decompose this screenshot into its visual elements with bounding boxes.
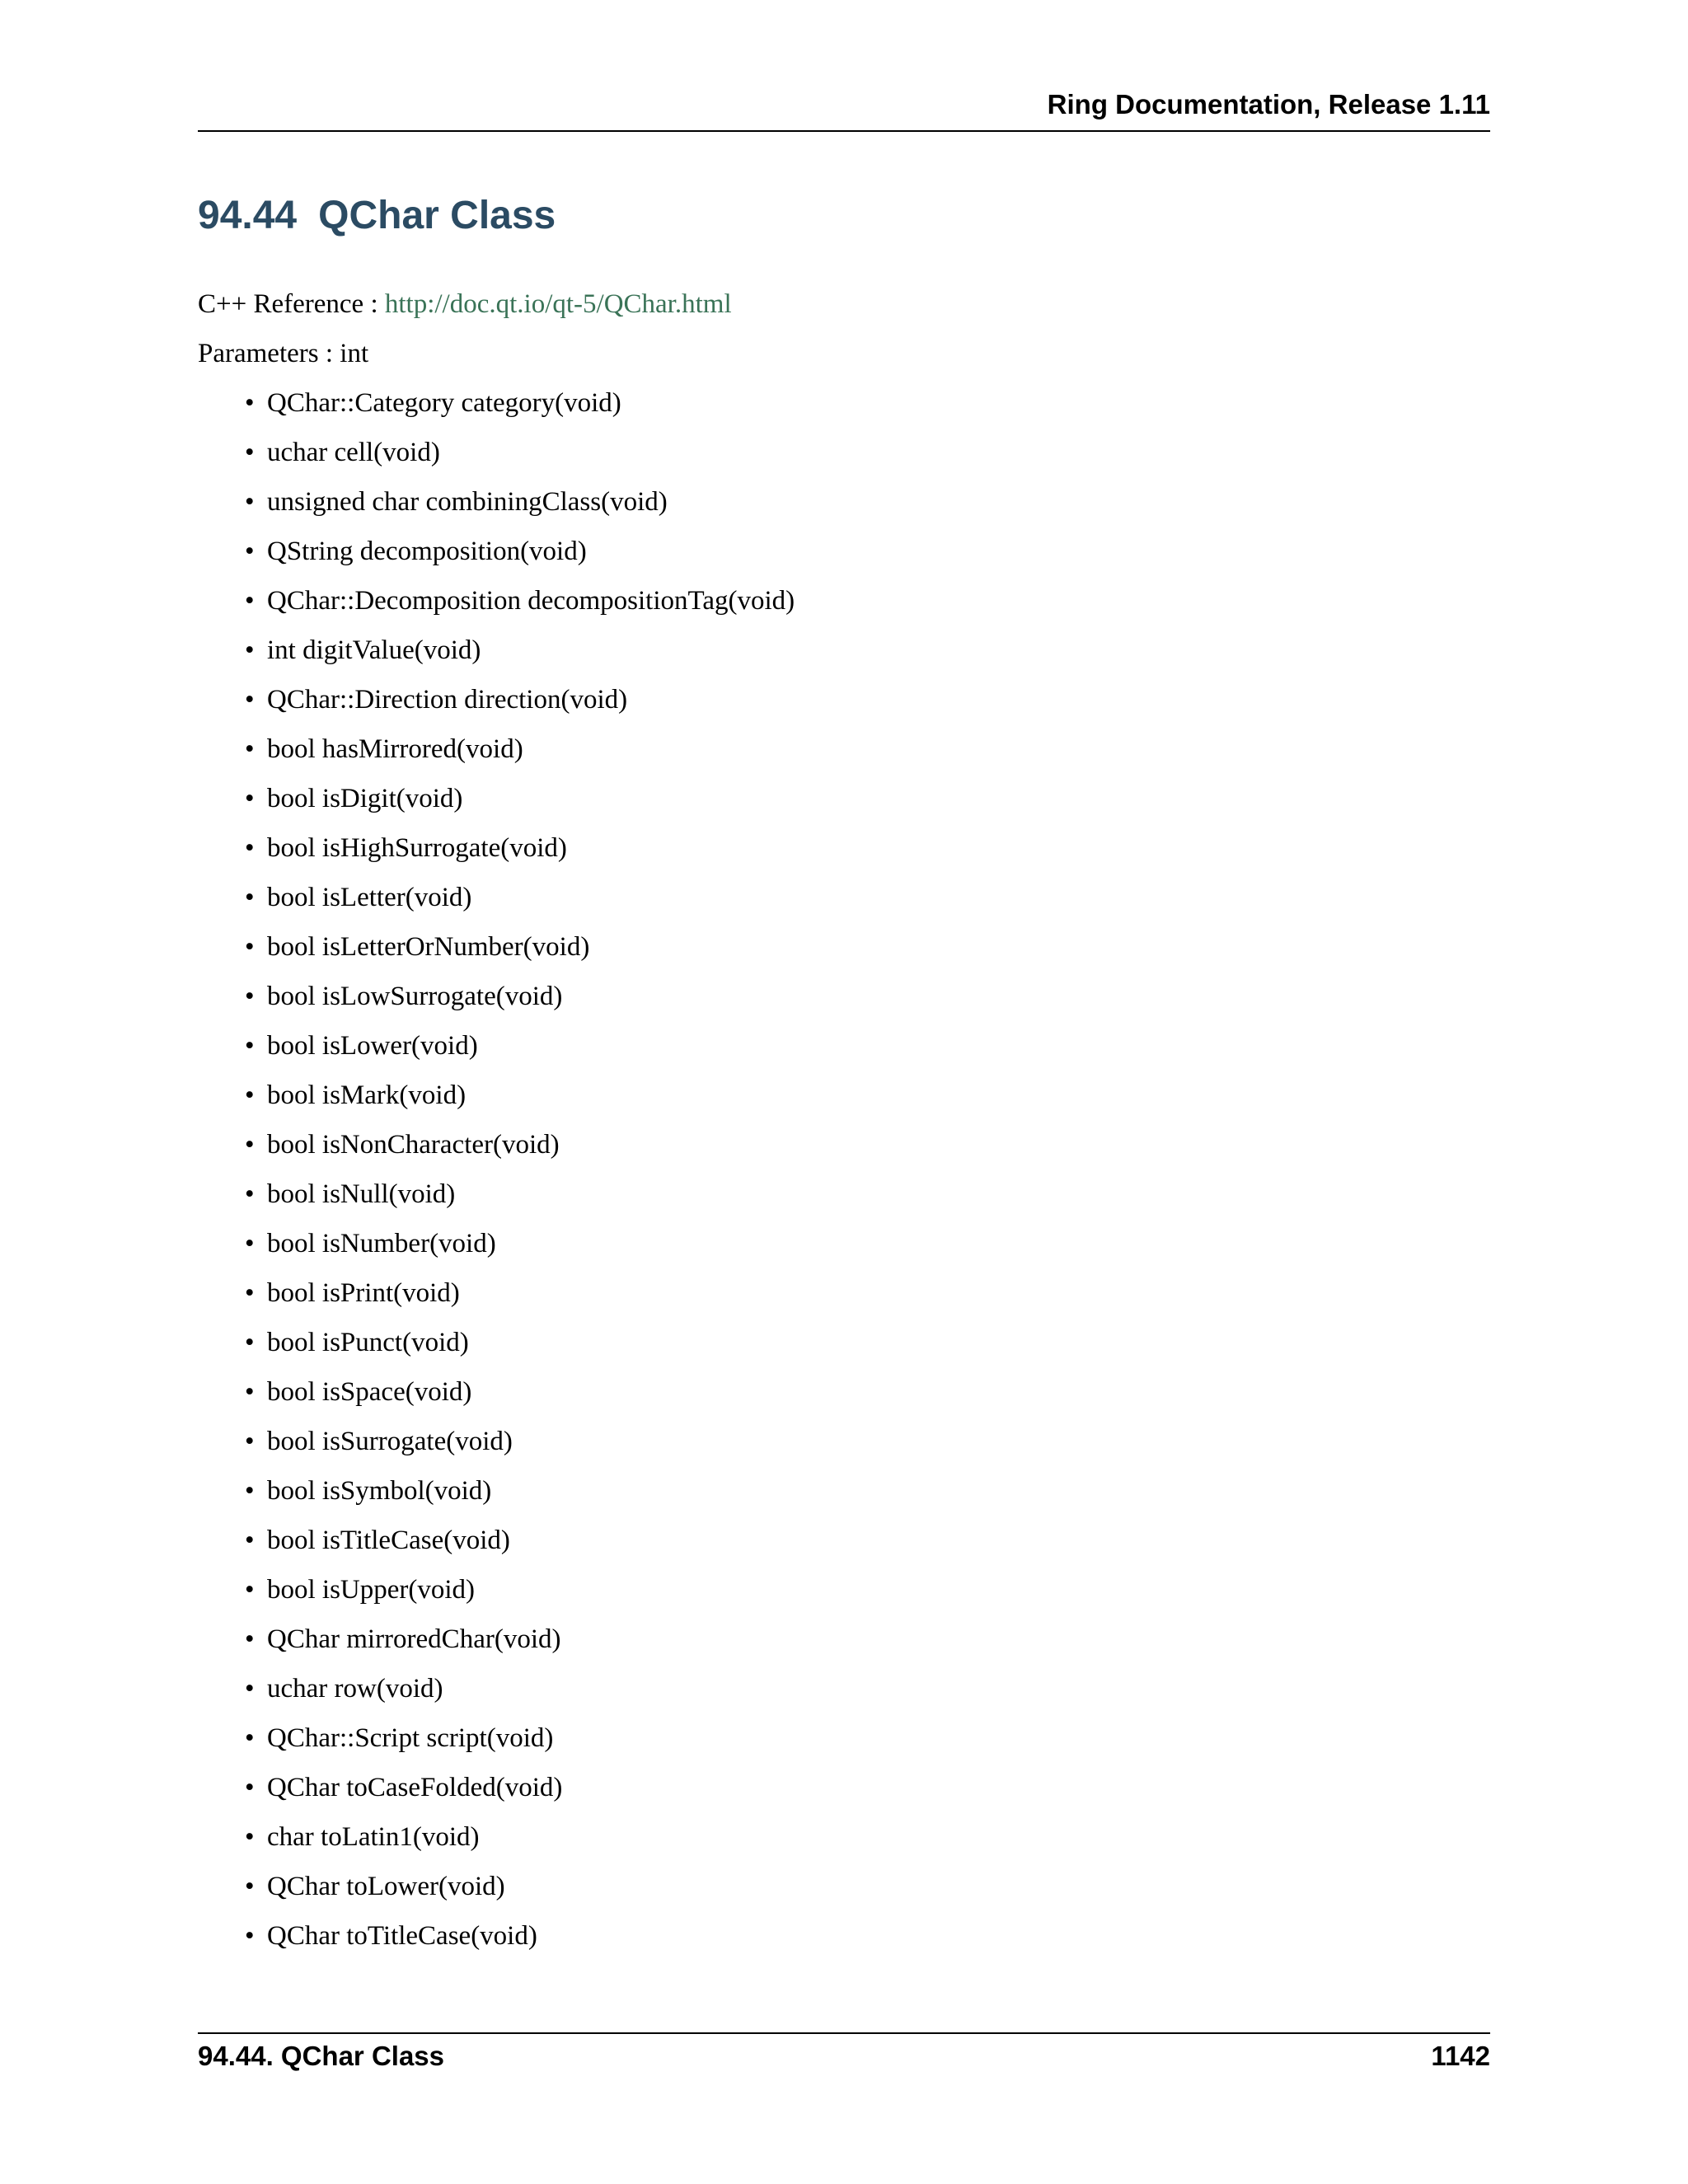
method-signature: bool isHighSurrogate(void) (267, 833, 567, 863)
method-signature: int digitValue(void) (267, 635, 481, 665)
list-item (198, 733, 795, 782)
bullet-icon: • (245, 1822, 255, 1852)
bullet-icon: • (245, 1328, 255, 1357)
method-signature: QString decomposition(void) (267, 537, 587, 566)
method-signature: uchar cell(void) (267, 438, 440, 467)
bullet-icon: • (245, 932, 255, 962)
bullet-icon: • (245, 586, 255, 616)
list-item (198, 1425, 795, 1474)
list-item (198, 1326, 795, 1376)
list-item (198, 634, 795, 683)
bullet-icon: • (245, 537, 255, 566)
list-item (198, 485, 795, 535)
list-item (198, 1474, 795, 1524)
bullet-icon: • (245, 1723, 255, 1753)
list-item (198, 1821, 795, 1870)
bullet-icon: • (245, 982, 255, 1011)
list-item (198, 930, 795, 980)
method-signature: bool isDigit(void) (267, 784, 463, 813)
parameters-label: Parameters : (198, 339, 340, 368)
section-number: 94.44 (198, 194, 298, 237)
list-item (198, 782, 795, 832)
bullet-icon: • (245, 685, 255, 715)
method-signature: bool isLetterOrNumber(void) (267, 932, 590, 962)
bullet-icon: • (245, 635, 255, 665)
list-item (198, 1524, 795, 1573)
list-item (198, 387, 795, 436)
parameters-line (198, 338, 368, 371)
list-item (198, 1029, 795, 1079)
method-signature: QChar toTitleCase(void) (267, 1921, 537, 1951)
bullet-icon: • (245, 1377, 255, 1407)
section-title: QChar Class (318, 194, 556, 237)
list-item (198, 1178, 795, 1227)
list-item (198, 1870, 795, 1919)
bullet-icon: • (245, 388, 255, 418)
list-item (198, 1079, 795, 1128)
method-signature: bool isSpace(void) (267, 1377, 472, 1407)
page-footer (198, 2032, 1490, 2082)
bullet-icon: • (245, 1624, 255, 1654)
list-item (198, 683, 795, 733)
bullet-icon: • (245, 784, 255, 813)
method-signature: bool isNonCharacter(void) (267, 1130, 560, 1160)
bullet-icon: • (245, 833, 255, 863)
method-signature: QChar::Direction direction(void) (267, 685, 628, 715)
method-signature: bool isUpper(void) (267, 1575, 476, 1605)
bullet-icon: • (245, 1278, 255, 1308)
bullet-icon: • (245, 1179, 255, 1209)
method-signature: QChar mirroredChar(void) (267, 1624, 561, 1654)
method-signature: bool isPunct(void) (267, 1328, 469, 1357)
parameters-value: int (340, 339, 369, 368)
method-signature: bool isSymbol(void) (267, 1476, 492, 1506)
running-title: Ring Documentation, Release 1.11 (1047, 89, 1490, 120)
bullet-icon: • (245, 734, 255, 764)
bullet-icon: • (245, 1427, 255, 1456)
method-signature: bool isNumber(void) (267, 1229, 496, 1258)
list-item (198, 1771, 795, 1821)
method-signature: bool isSurrogate(void) (267, 1427, 513, 1456)
list-item (198, 1722, 795, 1771)
bullet-icon: • (245, 487, 255, 517)
bullet-icon: • (245, 883, 255, 912)
page-header (198, 91, 1490, 132)
page-number: 1142 (1431, 2041, 1490, 2071)
method-signature: QChar toCaseFolded(void) (267, 1773, 563, 1802)
method-signature: bool isMark(void) (267, 1080, 467, 1110)
reference-link[interactable]: http://doc.qt.io/qt-5/QChar.html (384, 289, 732, 319)
list-item (198, 1128, 795, 1178)
section-heading (198, 194, 556, 238)
bullet-icon: • (245, 1773, 255, 1802)
method-signature: bool isPrint(void) (267, 1278, 460, 1308)
bullet-icon: • (245, 1130, 255, 1160)
list-item (198, 584, 795, 634)
list-item (198, 535, 795, 584)
list-item (198, 1573, 795, 1623)
method-signature: unsigned char combiningClass(void) (267, 487, 668, 517)
method-signature: bool isNull(void) (267, 1179, 456, 1209)
list-item (198, 436, 795, 485)
method-signature: bool isTitleCase(void) (267, 1526, 510, 1555)
list-item (198, 1672, 795, 1722)
footer-section-label: 94.44. QChar Class (198, 2041, 444, 2071)
method-list (198, 387, 795, 1969)
list-item (198, 1277, 795, 1326)
bullet-icon: • (245, 1476, 255, 1506)
list-item (198, 1376, 795, 1425)
reference-label: C++ Reference : (198, 289, 385, 319)
list-item (198, 980, 795, 1029)
list-item (198, 1623, 795, 1672)
list-item (198, 1227, 795, 1277)
method-signature: bool isLetter(void) (267, 883, 472, 912)
method-signature: QChar toLower(void) (267, 1872, 505, 1901)
list-item (198, 832, 795, 881)
method-signature: char toLatin1(void) (267, 1822, 480, 1852)
bullet-icon: • (245, 438, 255, 467)
bullet-icon: • (245, 1921, 255, 1951)
list-item (198, 1919, 795, 1969)
bullet-icon: • (245, 1526, 255, 1555)
method-signature: bool isLower(void) (267, 1031, 478, 1061)
bullet-icon: • (245, 1575, 255, 1605)
bullet-icon: • (245, 1674, 255, 1704)
method-signature: bool isLowSurrogate(void) (267, 982, 563, 1011)
bullet-icon: • (245, 1872, 255, 1901)
method-signature: bool hasMirrored(void) (267, 734, 523, 764)
cpp-reference-line (198, 288, 732, 321)
method-signature: QChar::Script script(void) (267, 1723, 554, 1753)
bullet-icon: • (245, 1229, 255, 1258)
list-item (198, 881, 795, 930)
method-signature: QChar::Category category(void) (267, 388, 621, 418)
method-signature: uchar row(void) (267, 1674, 443, 1704)
method-signature: QChar::Decomposition decompositionTag(void) (267, 586, 795, 616)
bullet-icon: • (245, 1080, 255, 1110)
bullet-icon: • (245, 1031, 255, 1061)
